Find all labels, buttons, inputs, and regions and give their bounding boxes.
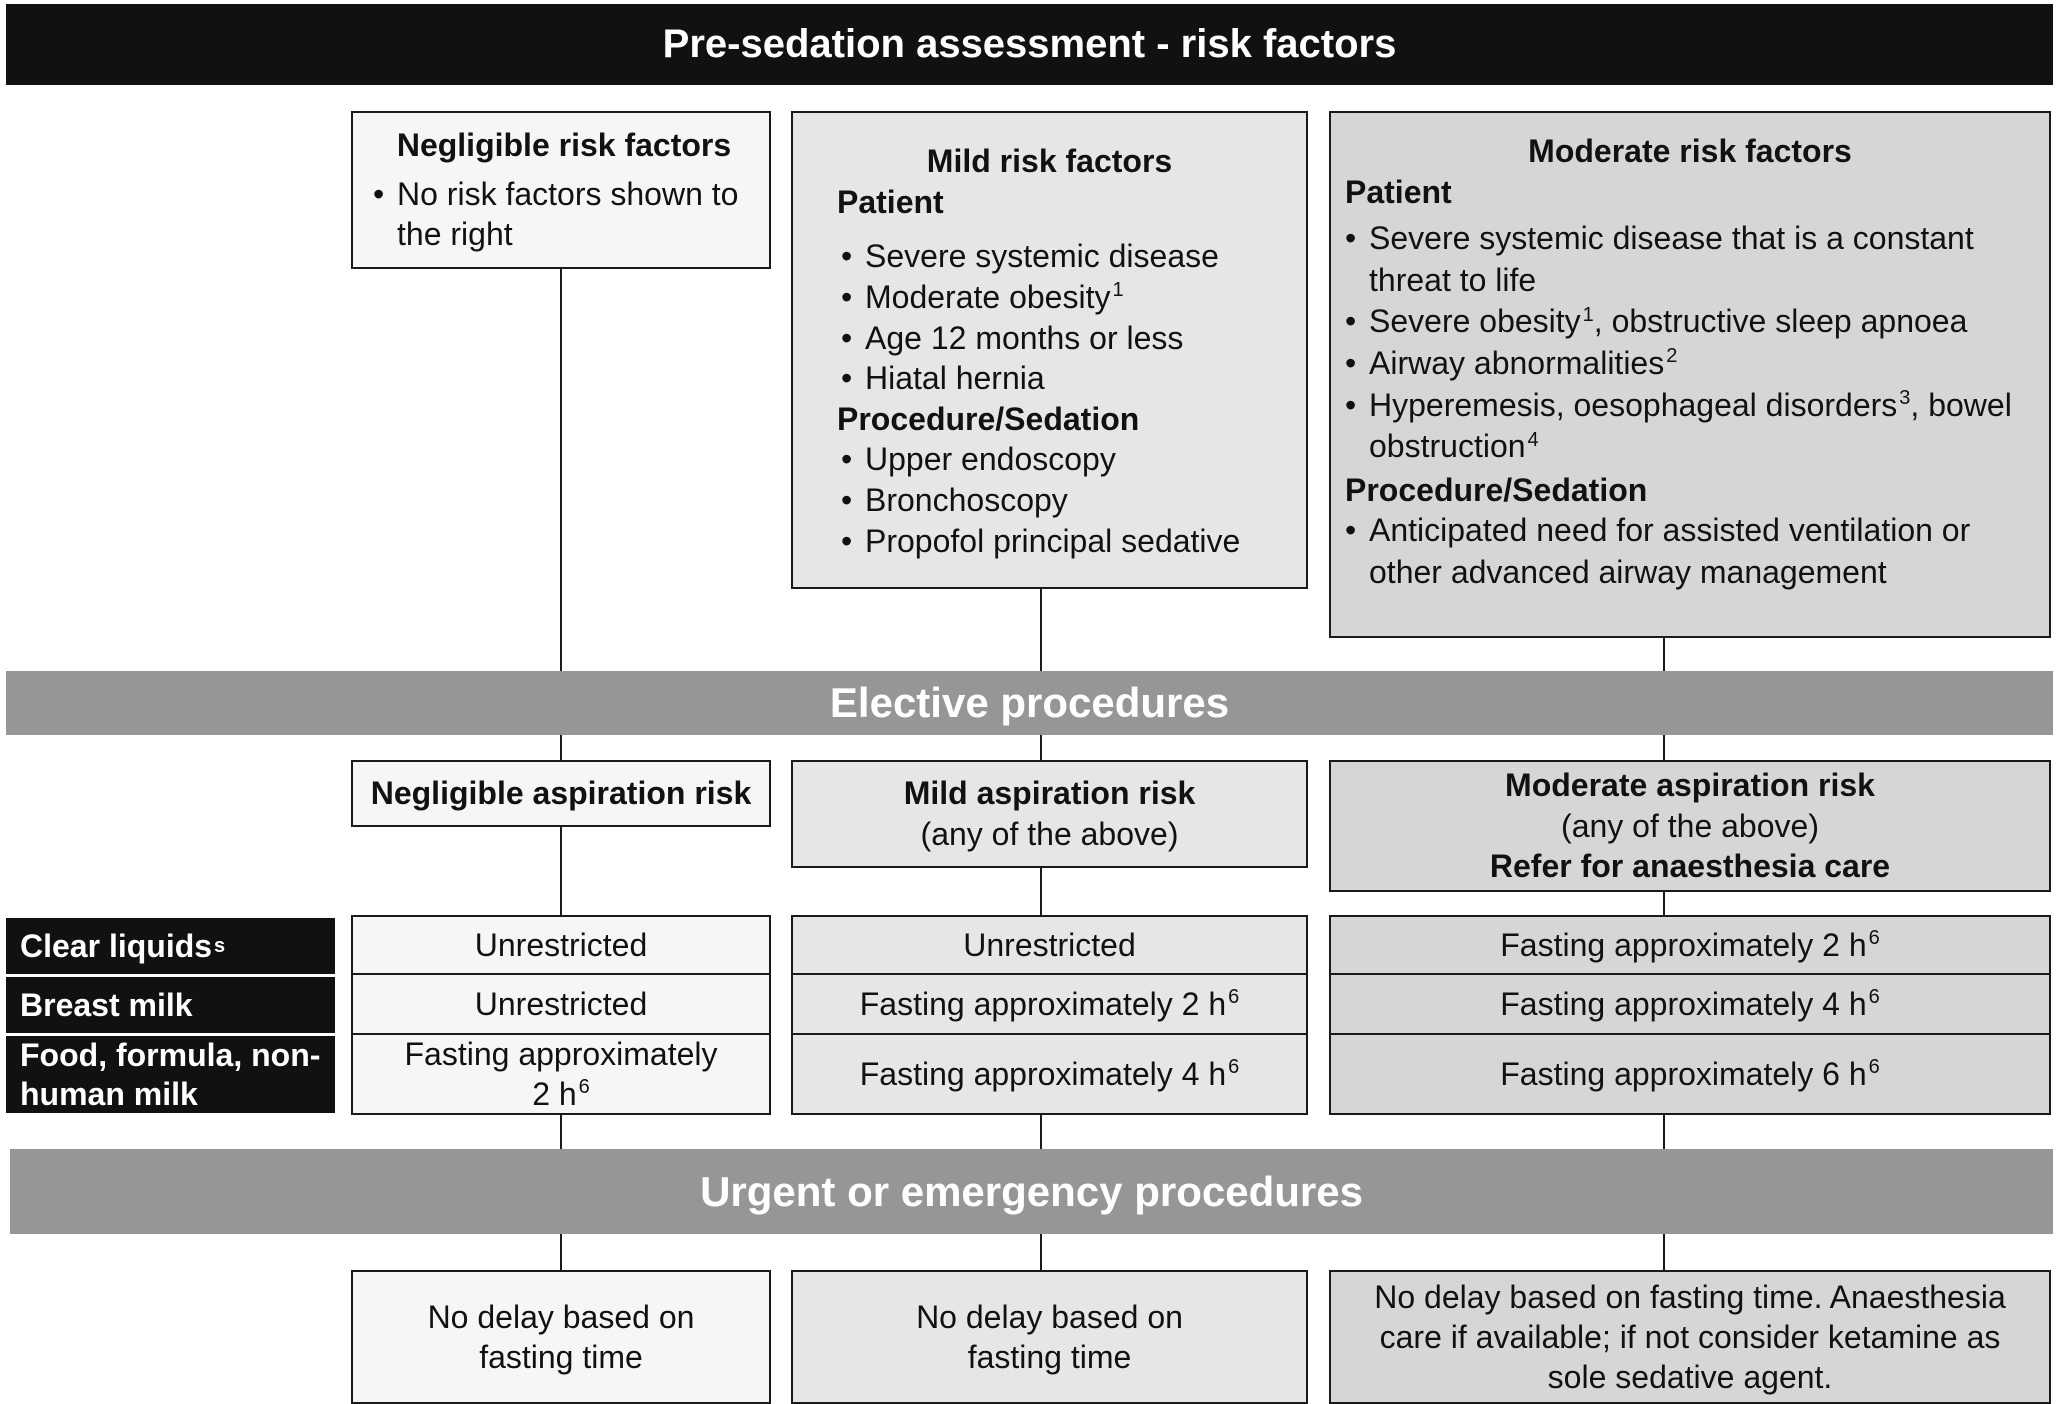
fasting-cell: Fasting approximately 2 h $^6$ xyxy=(351,1033,771,1115)
list-item: • Hiatal hernia xyxy=(841,358,1292,399)
row-label-food: Food, formula, non-human milk xyxy=(6,1036,335,1113)
connector-line xyxy=(560,268,562,671)
moderate-risk-title: Moderate risk factors xyxy=(1528,133,1852,169)
connector-line xyxy=(1663,1234,1665,1270)
connector-line xyxy=(1663,1114,1665,1149)
negligible-risk-list xyxy=(373,174,755,255)
moderate-procedure-list xyxy=(1345,510,2035,593)
connector-line xyxy=(560,1234,562,1270)
list-item: • Bronchoscopy xyxy=(841,480,1292,521)
list-item: • Airway abnormalities $^2$ xyxy=(1345,343,2035,385)
connector-line xyxy=(1663,636,1665,671)
connector-line xyxy=(560,826,562,916)
moderate-aspiration-box xyxy=(1329,760,2051,892)
moderate-aspiration-note: Refer for anaesthesia care xyxy=(1489,848,1891,885)
connector-line xyxy=(560,1114,562,1149)
page-title: Pre-sedation assessment - risk factors xyxy=(6,4,2053,85)
list-item: • Severe systemic disease that is a constant threat to life xyxy=(1345,218,2035,301)
connector-line xyxy=(1040,588,1042,671)
connector-line xyxy=(1040,867,1042,916)
mild-risk-title: Mild risk factors xyxy=(926,143,1173,179)
list-item: • Severe obesity $^1$, obstructive sleep apnoea xyxy=(1345,301,2035,343)
mild-procedure-label: Procedure/Sedation xyxy=(837,400,1140,437)
moderate-risk-box xyxy=(1329,111,2051,638)
negligible-risk-box xyxy=(351,111,771,269)
list-item: • Age 12 months or less xyxy=(841,318,1292,359)
row-label-clear-liquids: Clear liquids s xyxy=(6,918,335,974)
negligible-aspiration-title: Negligible aspiration risk xyxy=(370,775,752,812)
fasting-cell: Unrestricted xyxy=(351,915,771,975)
fasting-cell: Unrestricted xyxy=(791,915,1308,975)
row-label-breast-milk: Breast milk xyxy=(6,977,335,1033)
urgent-procedures-header: Urgent or emergency procedures xyxy=(10,1149,2053,1234)
list-item: • No risk factors shown to the right xyxy=(373,174,755,255)
connector-line xyxy=(1663,891,1665,916)
list-item: • Anticipated need for assisted ventilation or other advanced airway management xyxy=(1345,510,2035,593)
negligible-aspiration-box xyxy=(351,760,771,827)
mild-patient-list xyxy=(841,236,1292,399)
list-item: • Hyperemesis, oesophageal disorders $^3$, bowel obstruction $^4$ xyxy=(1345,385,2035,468)
urgent-mild-box: No delay based on fasting time xyxy=(791,1270,1308,1404)
connector-line xyxy=(1040,1114,1042,1149)
fasting-cell: Fasting approximately 2 h $^6$ xyxy=(791,973,1308,1035)
moderate-patient-list xyxy=(1345,218,2035,468)
fasting-cell: Unrestricted xyxy=(351,973,771,1035)
fasting-cell: Fasting approximately 4 h $^6$ xyxy=(1329,973,2051,1035)
list-item: • Severe systemic disease xyxy=(841,236,1292,277)
list-item: • Upper endoscopy xyxy=(841,439,1292,480)
fasting-cell: Fasting approximately 4 h $^6$ xyxy=(791,1033,1308,1115)
mild-aspiration-sub: (any of the above) xyxy=(920,816,1179,852)
moderate-procedure-label: Procedure/Sedation xyxy=(1345,471,1648,508)
connector-line xyxy=(1663,734,1665,760)
urgent-negligible-box: No delay based on fasting time xyxy=(351,1270,771,1404)
list-item: • Moderate obesity $^1$ xyxy=(841,277,1292,318)
negligible-risk-title: Negligible risk factors xyxy=(396,127,732,163)
mild-procedure-list xyxy=(841,439,1292,561)
mild-aspiration-title: Mild aspiration risk xyxy=(903,775,1196,812)
elective-procedures-header: Elective procedures xyxy=(6,671,2053,735)
connector-line xyxy=(1040,1234,1042,1270)
urgent-moderate-box: No delay based on fasting time. Anaesthesia care if available; if not consider ketamine as sole sedative agent. xyxy=(1329,1270,2051,1404)
fasting-cell: Fasting approximately 2 h $^6$ xyxy=(1329,915,2051,975)
mild-patient-label: Patient xyxy=(837,183,944,220)
list-item: • Propofol principal sedative xyxy=(841,521,1292,562)
connector-line xyxy=(560,734,562,760)
mild-risk-box xyxy=(791,111,1308,589)
moderate-aspiration-title: Moderate aspiration risk xyxy=(1505,767,1875,804)
moderate-patient-label: Patient xyxy=(1345,173,1452,210)
connector-line xyxy=(1040,734,1042,760)
mild-aspiration-box xyxy=(791,760,1308,868)
moderate-aspiration-sub: (any of the above) xyxy=(1561,807,1819,844)
fasting-cell: Fasting approximately 6 h $^6$ xyxy=(1329,1033,2051,1115)
